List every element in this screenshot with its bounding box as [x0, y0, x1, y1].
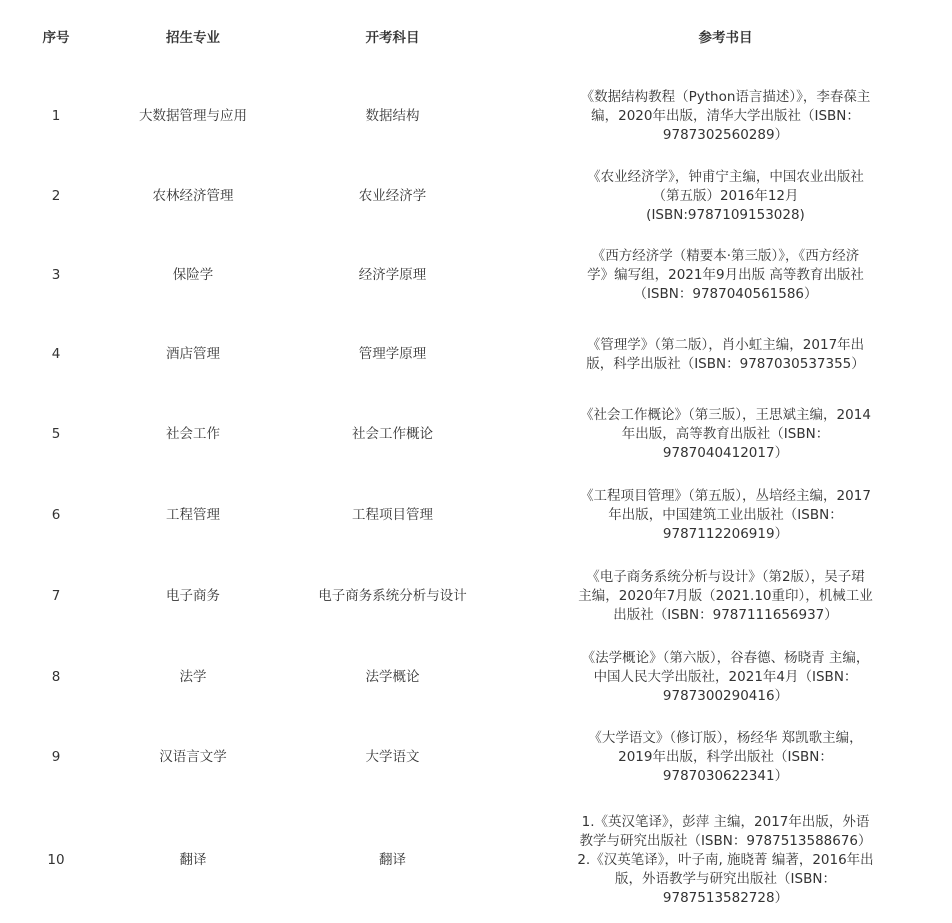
table-row — [0, 394, 940, 475]
header-major: 招生专业 — [166, 29, 220, 46]
cell-books: 《数据结构教程（Python语言描述）》，李春葆主 编，2020年出版，清华大学出版社（ISBN： 9787302560289） — [580, 88, 871, 143]
cell-major: 法学 — [179, 669, 207, 685]
header-subject: 开考科目 — [365, 29, 420, 46]
cell-index: 4 — [51, 346, 61, 362]
cell-subject: 法学概论 — [365, 669, 420, 685]
cell-major: 翻译 — [179, 851, 207, 868]
table-body — [0, 76, 940, 923]
cell-major: 大数据管理与应用 — [139, 107, 247, 124]
cell-books: 《管理学》（第二版），肖小虹主编，2017年出 版，科学出版社（ISBN：9787030537355） — [586, 336, 865, 372]
cell-subject: 数据结构 — [365, 107, 420, 124]
cell-books: 《法学概论》（第六版），谷春德、杨晓青 主编， 中国人民大学出版社，2021年4月（ISBN： 9787300290416） — [581, 650, 870, 704]
cell-index: 9 — [51, 749, 61, 765]
cell-major: 酒店管理 — [166, 346, 220, 362]
cell-books: 《农业经济学》，钟甫宁主编，中国农业出版社 （第五版）2016年12月 (ISBN:9787109153028) — [587, 168, 864, 223]
table-row — [0, 315, 940, 394]
cell-subject: 管理学原理 — [358, 346, 427, 362]
table-row — [0, 797, 940, 923]
cell-index: 2 — [51, 187, 61, 204]
table-row — [0, 556, 940, 637]
table-row — [0, 718, 940, 797]
cell-index: 3 — [51, 267, 61, 283]
cell-index: 1 — [51, 107, 61, 124]
cell-index: 10 — [47, 851, 65, 868]
cell-books: 《大学语文》（修订版），杨经华 郑凯歌主编， 2019年出版，科学出版社（ISBN： 9787030622341） — [588, 730, 863, 784]
cell-books: 1.《英汉笔译》，彭萍 主编，2017年出版，外语 教学与研究出版社（ISBN：9787513588676） 2.《汉英笔译》，叶子南, 施晓菁 编著，2016年出 版，外语教学与研究出版社（ISBN： 9787513582728） — [577, 813, 874, 906]
cell-subject: 翻译 — [379, 851, 406, 868]
cell-subject: 大学语文 — [365, 749, 420, 765]
table-row — [0, 236, 940, 315]
cell-major: 汉语言文学 — [159, 749, 227, 765]
cell-books: 《社会工作概论》（第三版），王思斌主编，2014 年出版，高等教育出版社（ISBN： 9787040412017） — [580, 407, 871, 461]
header-index: 序号 — [42, 29, 70, 46]
cell-index: 8 — [51, 669, 61, 685]
cell-major: 社会工作 — [166, 426, 220, 442]
cell-subject: 经济学原理 — [358, 267, 427, 283]
cell-subject: 工程项目管理 — [352, 507, 433, 523]
cell-books: 《西方经济学（精要本·第三版）》，《西方经济 学》编写组，2021年9月出版 高等教育出版社 （ISBN：9787040561586） — [587, 248, 864, 302]
cell-index: 5 — [51, 426, 61, 442]
table-row — [0, 156, 940, 236]
cell-major: 电子商务 — [166, 588, 220, 604]
cell-major: 农林经济管理 — [152, 187, 234, 204]
cell-subject: 农业经济学 — [358, 187, 427, 204]
cell-major: 保险学 — [172, 267, 214, 283]
cell-subject: 社会工作概论 — [352, 426, 433, 442]
cell-major: 工程管理 — [166, 507, 220, 523]
cell-subject: 电子商务系统分析与设计 — [318, 588, 467, 604]
table-row — [0, 76, 940, 156]
table-header — [0, 0, 940, 76]
table-row — [0, 475, 940, 556]
header-row — [0, 0, 940, 76]
cell-books: 《工程项目管理》（第五版），丛培经主编，2017 年出版，中国建筑工业出版社（ISBN： 9787112206919） — [580, 488, 871, 542]
cell-index: 7 — [51, 588, 61, 604]
cell-books: 《电子商务系统分析与设计》（第2版），吴子珺 主编，2020年7月版（2021.10重印），机械工业 出版社（ISBN：9787111656937） — [578, 569, 873, 623]
table-row — [0, 637, 940, 718]
header-books: 参考书目 — [698, 29, 753, 46]
cell-index: 6 — [51, 507, 61, 523]
